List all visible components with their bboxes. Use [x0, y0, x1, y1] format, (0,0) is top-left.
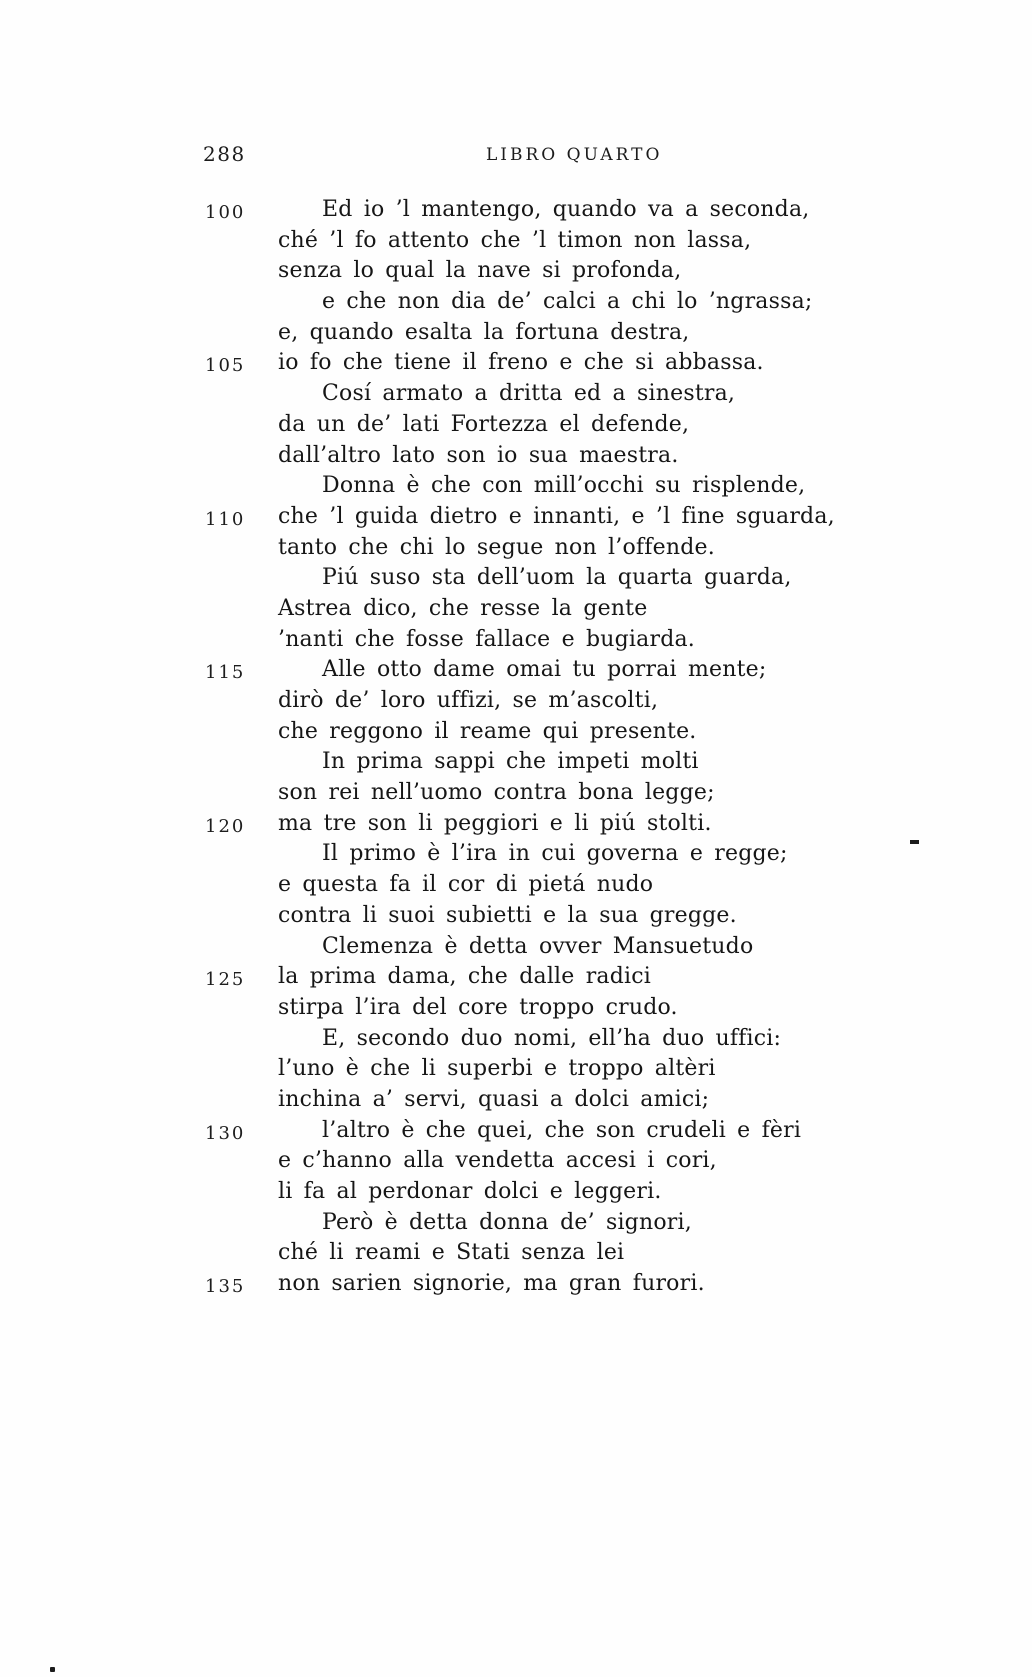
verse-line — [0, 748, 1032, 779]
verse-text: stirpa l’ira del core troppo crudo. — [278, 994, 678, 1020]
verse-text: e che non dia de’ calci a chi lo ’ngrassa; — [322, 289, 813, 315]
verse-line — [0, 1086, 1032, 1117]
verse-text: ché ’l fo attento che ’l timon non lassa, — [278, 227, 752, 253]
verse-line — [0, 564, 1032, 595]
verse-line — [0, 196, 1032, 227]
verse-line — [0, 718, 1032, 749]
verse-line-number: 135 — [205, 1276, 246, 1298]
page-header — [0, 0, 1032, 166]
verse-text: senza lo qual la nave si profonda, — [278, 258, 682, 284]
verse-line — [0, 902, 1032, 933]
verse-line — [0, 779, 1032, 810]
verse-line — [0, 994, 1032, 1025]
verse-line — [0, 442, 1032, 473]
verse-line — [0, 349, 1032, 380]
verse-line — [0, 963, 1032, 994]
verse-line — [0, 411, 1032, 442]
verse-text: che ’l guida dietro e innanti, e ’l fine sguarda, — [278, 503, 835, 529]
verse-text: io fo che tiene il freno e che si abbassa. — [278, 350, 764, 376]
running-title: LIBRO QUARTO — [486, 145, 663, 165]
margin-ink-mark — [910, 840, 919, 844]
verse-text: Il primo è l’ira in cui governa e regge; — [322, 841, 788, 867]
verse-line — [0, 871, 1032, 902]
verse-text: Alle otto dame omai tu porrai mente; — [322, 657, 767, 683]
verse-text: Cosí armato a dritta ed a sinestra, — [322, 381, 736, 407]
verse-text: Ed io ’l mantengo, quando va a seconda, — [322, 197, 810, 222]
verse-text: e, quando esalta la fortuna destra, — [278, 319, 690, 345]
poem-text-block — [0, 196, 1032, 1301]
verse-text: la prima dama, che dalle radici — [278, 964, 652, 990]
verse-text: E, secondo duo nomi, ell’ha duo uffici: — [322, 1025, 782, 1051]
verse-line — [0, 1239, 1032, 1270]
verse-line-number: 115 — [205, 662, 246, 684]
verse-line-number: 105 — [205, 355, 246, 377]
verse-text: dirò de’ loro uffizi, se m’ascolti, — [278, 688, 659, 713]
scan-speck — [50, 1667, 55, 1672]
verse-line — [0, 1209, 1032, 1240]
verse-text: contra li suoi subietti e la sua gregge. — [278, 902, 737, 928]
verse-text: e questa fa il cor di pietá nudo — [278, 872, 654, 898]
verse-line — [0, 534, 1032, 565]
verse-line — [0, 503, 1032, 534]
verse-text: l’altro è che quei, che son crudeli e fèri — [322, 1117, 802, 1143]
verse-line-number: 110 — [205, 508, 246, 530]
verse-text: da un de’ lati Fortezza el defende, — [278, 411, 690, 437]
verse-line — [0, 257, 1032, 288]
verse-line — [0, 227, 1032, 258]
verse-line — [0, 687, 1032, 718]
verse-line — [0, 380, 1032, 411]
verse-text: ché li reami e Stati senza lei — [278, 1240, 625, 1266]
verse-line — [0, 810, 1032, 841]
verse-line — [0, 319, 1032, 350]
verse-line — [0, 1055, 1032, 1086]
verse-line — [0, 840, 1032, 871]
verse-line-number: 130 — [205, 1122, 246, 1144]
verse-text: e c’hanno alla vendetta accesi i cori, — [278, 1148, 717, 1174]
verse-line — [0, 1147, 1032, 1178]
verse-line-number: 100 — [205, 202, 246, 223]
verse-line — [0, 1178, 1032, 1209]
verse-line — [0, 595, 1032, 626]
verse-text: inchina a’ servi, quasi a dolci amici; — [278, 1086, 710, 1112]
verse-text: che reggono il reame qui presente. — [278, 718, 697, 744]
verse-text: ma tre son li peggiori e li piú stolti. — [278, 810, 712, 836]
verse-text: dall’altro lato son io sua maestra. — [278, 442, 679, 468]
verse-line-number: 125 — [205, 969, 246, 991]
verse-text: Donna è che con mill’occhi su risplende, — [322, 473, 806, 499]
verse-line — [0, 933, 1032, 964]
verse-line-number: 120 — [205, 815, 246, 837]
verse-line — [0, 288, 1032, 319]
verse-text: Clemenza è detta ovver Mansuetudo — [322, 933, 754, 959]
verse-text: Astrea dico, che resse la gente — [278, 595, 648, 621]
verse-line — [0, 1270, 1032, 1301]
verse-text: son rei nell’uomo contra bona legge; — [278, 780, 715, 806]
verse-text: Piú suso sta dell’uom la quarta guarda, — [322, 565, 792, 591]
verse-line — [0, 656, 1032, 687]
verse-text: Però è detta donna de’ signori, — [322, 1209, 692, 1235]
verse-text: tanto che chi lo segue non l’offende. — [278, 534, 715, 560]
verse-text: ’nanti che fosse fallace e bugiarda. — [278, 626, 695, 652]
page-number: 288 — [203, 142, 246, 166]
verse-line — [0, 1117, 1032, 1148]
verse-line — [0, 1025, 1032, 1056]
verse-text: In prima sappi che impeti molti — [322, 749, 699, 775]
verse-line — [0, 626, 1032, 657]
verse-text: l’uno è che li superbi e troppo altèri — [278, 1056, 716, 1082]
verse-text: non sarien signorie, ma gran furori. — [278, 1271, 705, 1297]
verse-line — [0, 472, 1032, 503]
verse-text: li fa al perdonar dolci e leggeri. — [278, 1179, 662, 1204]
